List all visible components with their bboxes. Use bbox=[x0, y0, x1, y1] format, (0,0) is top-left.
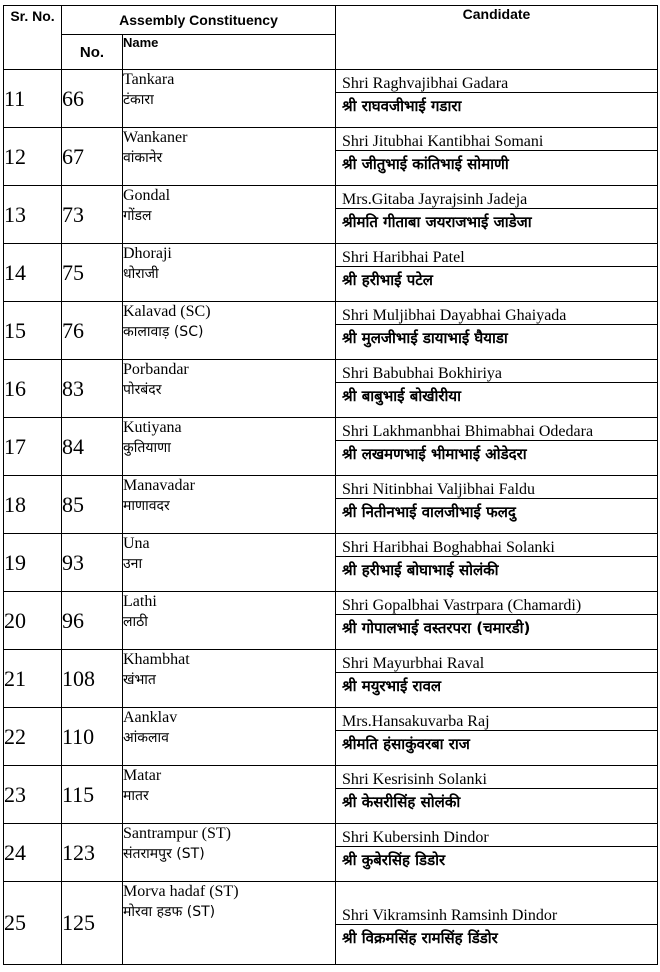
candidate-name-english: Shri Kubersinh Dindor bbox=[336, 824, 657, 847]
constituency-name-english: Santrampur (ST) bbox=[123, 825, 231, 842]
candidate-name bbox=[336, 418, 658, 476]
header-candidate: Candidate bbox=[336, 6, 658, 70]
sr-number: 11 bbox=[4, 70, 62, 128]
constituency-name-english: Wankaner bbox=[123, 129, 188, 146]
sr-number: 14 bbox=[4, 244, 62, 302]
constituency-number: 76 bbox=[62, 302, 123, 360]
constituency-name-english: Gondal bbox=[123, 187, 171, 204]
constituency-name bbox=[123, 650, 336, 708]
constituency-name-english: Aanklav bbox=[123, 709, 178, 726]
candidate-name-hindi: श्री हरीभाई बोघाभाई सोलंकी bbox=[342, 561, 499, 579]
candidate-name-hindi: श्री विक्रमसिंह रामसिंह डिंडोर bbox=[342, 929, 498, 947]
sr-number: 15 bbox=[4, 302, 62, 360]
table-row bbox=[4, 186, 658, 244]
candidate-name-english: Shri Gopalbhai Vastrpara (Chamardi) bbox=[336, 592, 657, 615]
constituency-name-english: Lathi bbox=[123, 593, 157, 610]
table-row bbox=[4, 650, 658, 708]
sr-number: 12 bbox=[4, 128, 62, 186]
constituency-name bbox=[123, 766, 336, 824]
candidate-name-hindi: श्री कुबेरसिंह डिडोर bbox=[342, 851, 446, 869]
candidate-name-english: Shri Jitubhai Kantibhai Somani bbox=[336, 128, 657, 151]
candidate-name-hindi: श्री जीतुभाई कांतिभाई सोमाणी bbox=[342, 155, 509, 173]
constituency-number: 75 bbox=[62, 244, 123, 302]
constituency-name-english: Una bbox=[123, 535, 150, 552]
candidate-name-english: Shri Kesrisinh Solanki bbox=[336, 766, 657, 789]
candidate-name bbox=[336, 302, 658, 360]
sr-number: 23 bbox=[4, 766, 62, 824]
constituency-name bbox=[123, 476, 336, 534]
constituency-name bbox=[123, 244, 336, 302]
constituency-name-hindi: कुतियाणा bbox=[123, 440, 171, 456]
constituency-name-english: Khambhat bbox=[123, 651, 190, 668]
table-row bbox=[4, 70, 658, 128]
sr-number: 22 bbox=[4, 708, 62, 766]
constituency-name-hindi: गोंडल bbox=[123, 208, 152, 224]
candidate-name-english: Shri Raghvajibhai Gadara bbox=[336, 70, 657, 93]
table-row bbox=[4, 766, 658, 824]
constituency-name bbox=[123, 360, 336, 418]
candidate-name bbox=[336, 882, 658, 965]
candidate-name-hindi: श्री मयुरभाई रावल bbox=[342, 677, 442, 695]
constituency-number: 83 bbox=[62, 360, 123, 418]
constituency-name bbox=[123, 534, 336, 592]
constituency-name bbox=[123, 882, 336, 965]
table-row bbox=[4, 592, 658, 650]
header-sr-no: Sr. No. bbox=[4, 6, 62, 70]
sr-number: 13 bbox=[4, 186, 62, 244]
candidate-name bbox=[336, 766, 658, 824]
candidate-name bbox=[336, 186, 658, 244]
constituency-name-hindi: वांकानेर bbox=[123, 150, 163, 166]
constituency-name bbox=[123, 708, 336, 766]
candidate-name-hindi: श्री हरीभाई पटेल bbox=[342, 271, 433, 289]
constituency-name-hindi: कालावाड़ (SC) bbox=[123, 324, 204, 340]
candidate-name-english: Shri Muljibhai Dayabhai Ghaiyada bbox=[336, 302, 657, 325]
candidate-name-english: Shri Haribhai Patel bbox=[336, 244, 657, 267]
candidate-name bbox=[336, 128, 658, 186]
constituency-name-hindi: टंकारा bbox=[123, 92, 154, 108]
sr-number: 24 bbox=[4, 824, 62, 882]
constituency-name-hindi: माणावदर bbox=[123, 498, 170, 514]
constituency-number: 84 bbox=[62, 418, 123, 476]
header-no: No. bbox=[62, 35, 123, 70]
table-row bbox=[4, 418, 658, 476]
constituency-name-english: Manavadar bbox=[123, 477, 195, 494]
constituency-name bbox=[123, 824, 336, 882]
constituency-name-english: Morva hadaf (ST) bbox=[123, 883, 239, 900]
candidate-name-english: Shri Lakhmanbhai Bhimabhai Odedara bbox=[336, 418, 657, 441]
candidate-name bbox=[336, 360, 658, 418]
candidate-name bbox=[336, 244, 658, 302]
candidate-name-hindi: श्री राघवजीभाई गडारा bbox=[342, 97, 462, 115]
constituency-number: 123 bbox=[62, 824, 123, 882]
constituency-name-english: Kalavad (SC) bbox=[123, 303, 211, 320]
candidate-name-english: Shri Vikramsinh Ramsinh Dindor bbox=[336, 902, 657, 925]
constituency-name-english: Porbandar bbox=[123, 361, 189, 378]
sr-number: 20 bbox=[4, 592, 62, 650]
constituency-number: 108 bbox=[62, 650, 123, 708]
table-row bbox=[4, 476, 658, 534]
candidate-name-hindi: श्री बाबुभाई बोखीरीया bbox=[342, 387, 461, 405]
candidate-name-english: Shri Nitinbhai Valjibhai Faldu bbox=[336, 476, 657, 499]
candidate-name-hindi: श्री लखमणभाई भीमाभाई ओडेदरा bbox=[342, 445, 527, 463]
constituency-name bbox=[123, 128, 336, 186]
candidate-table bbox=[3, 5, 658, 965]
constituency-name bbox=[123, 302, 336, 360]
constituency-number: 66 bbox=[62, 70, 123, 128]
sr-number: 17 bbox=[4, 418, 62, 476]
constituency-number: 96 bbox=[62, 592, 123, 650]
constituency-number: 67 bbox=[62, 128, 123, 186]
table-row bbox=[4, 360, 658, 418]
candidate-name-english: Mrs.Gitaba Jayrajsinh Jadeja bbox=[336, 186, 657, 209]
table-row bbox=[4, 534, 658, 592]
constituency-name-hindi: संतरामपुर (ST) bbox=[123, 846, 205, 862]
constituency-name-english: Dhoraji bbox=[123, 245, 172, 262]
candidate-name-hindi: श्री गोपालभाई वस्तरपरा (चमारडी) bbox=[342, 619, 531, 637]
constituency-name-hindi: आंकलाव bbox=[123, 730, 169, 746]
constituency-name bbox=[123, 70, 336, 128]
candidate-name-hindi: श्रीमति गीताबा जयराजभाई जाडेजा bbox=[342, 213, 532, 231]
constituency-name-english: Kutiyana bbox=[123, 419, 182, 436]
candidate-name bbox=[336, 476, 658, 534]
constituency-name bbox=[123, 418, 336, 476]
table-row bbox=[4, 302, 658, 360]
constituency-name-hindi: मोरवा हडफ (ST) bbox=[123, 904, 216, 920]
table-row bbox=[4, 708, 658, 766]
candidate-name bbox=[336, 708, 658, 766]
constituency-number: 115 bbox=[62, 766, 123, 824]
constituency-name-hindi: पोरबंदर bbox=[123, 382, 162, 398]
constituency-name bbox=[123, 592, 336, 650]
constituency-name-hindi: उना bbox=[123, 556, 143, 572]
candidate-name-hindi: श्री मुलजीभाई डायाभाई घैयाडा bbox=[342, 329, 508, 347]
sr-number: 16 bbox=[4, 360, 62, 418]
candidate-name bbox=[336, 824, 658, 882]
table-row bbox=[4, 128, 658, 186]
candidate-name bbox=[336, 650, 658, 708]
candidate-name bbox=[336, 534, 658, 592]
candidate-name-hindi: श्री केसरीसिंह सोलंकी bbox=[342, 793, 461, 811]
constituency-name-english: Tankara bbox=[123, 71, 175, 88]
header-assembly-constituency: Assembly Constituency bbox=[62, 6, 336, 35]
candidate-name bbox=[336, 70, 658, 128]
header-name: Name bbox=[123, 35, 336, 70]
constituency-name-hindi: मातर bbox=[123, 788, 149, 804]
sr-number: 25 bbox=[4, 882, 62, 965]
constituency-name-hindi: धोराजी bbox=[123, 266, 159, 282]
candidate-name-hindi: श्री नितीनभाई वालजीभाई फलदु bbox=[342, 503, 516, 521]
constituency-name-hindi: खंभात bbox=[123, 672, 156, 688]
constituency-number: 73 bbox=[62, 186, 123, 244]
candidate-name-english: Shri Babubhai Bokhiriya bbox=[336, 360, 657, 383]
constituency-name-hindi: लाठी bbox=[123, 614, 148, 630]
constituency-number: 85 bbox=[62, 476, 123, 534]
table-row bbox=[4, 824, 658, 882]
candidate-name-hindi: श्रीमति हंसाकुंवरबा राज bbox=[342, 735, 470, 753]
constituency-number: 125 bbox=[62, 882, 123, 965]
candidate-name-english: Shri Haribhai Boghabhai Solanki bbox=[336, 534, 657, 557]
candidate-name-english: Shri Mayurbhai Raval bbox=[336, 650, 657, 673]
candidate-name-english: Mrs.Hansakuvarba Raj bbox=[336, 708, 657, 731]
sr-number: 18 bbox=[4, 476, 62, 534]
constituency-number: 110 bbox=[62, 708, 123, 766]
sr-number: 19 bbox=[4, 534, 62, 592]
constituency-name-english: Matar bbox=[123, 767, 162, 784]
constituency-name bbox=[123, 186, 336, 244]
constituency-number: 93 bbox=[62, 534, 123, 592]
candidate-name bbox=[336, 592, 658, 650]
table-row bbox=[4, 244, 658, 302]
table-row bbox=[4, 882, 658, 965]
sr-number: 21 bbox=[4, 650, 62, 708]
